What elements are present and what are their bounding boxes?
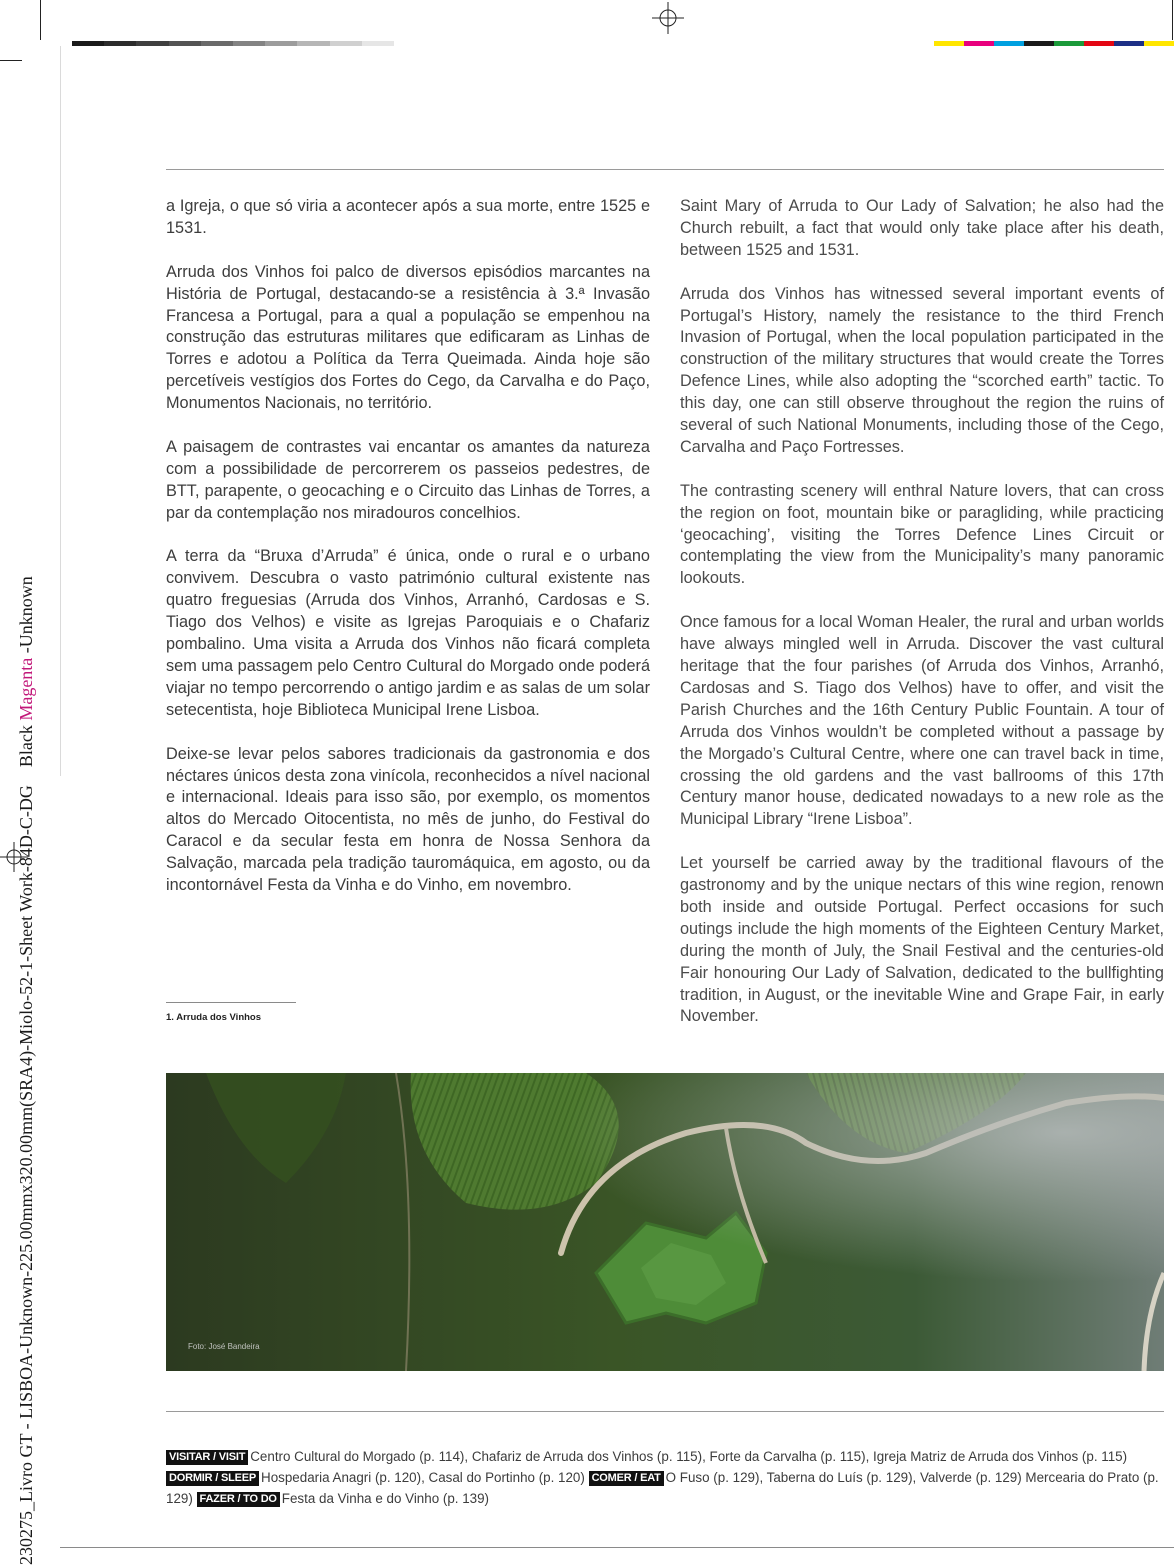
eat-tag: COMER / EAT [589, 1471, 664, 1486]
gray-swatch [233, 41, 265, 46]
visit-text: Centro Cultural do Morgado (p. 114), Chafariz de Arruda dos Vinhos (p. 115), Forte da Carvalha (p. 115), Igreja Matriz de Arruda dos Vinhos (p. 115) [250, 1449, 1128, 1464]
en-paragraph: Arruda dos Vinhos has witnessed several important events of Portugal’s History, namely the resistance to the third French Invasion of Portugal, when the local population participated in the construction of the military structures that would create the Torres Defence Lines, while also adopting the “scorched earth” tactic. To this day, one can still observe throughout the region the ruins of several of such National Monuments, including those of the Cego, Carvalha and Paço Fortresses. [680, 284, 1164, 456]
gray-swatch [136, 41, 168, 46]
visit-tag: VISITAR / VISIT [166, 1450, 248, 1465]
do-text: Festa da Vinha e do Vinho (p. 139) [281, 1491, 490, 1506]
gray-swatch [265, 41, 297, 46]
color-swatch [934, 41, 964, 46]
references-rule [166, 1411, 1164, 1412]
header-rule [166, 169, 1164, 170]
en-paragraph: Let yourself be carried away by the traditional flavours of the gastronomy and by the unique nectars of this wine region, renown both inside and outside Portugal. Perfect occasions for such outings include the high moments of the Eighteen Century Market, during the month of July, the Snail Festival and the centuries-old Fair honouring Our Lady of Salvation, dedicated to the bullfighting tradition, in August, or the inevitable Wine and Grape Fair, in early November. [680, 854, 1164, 1026]
color-swatch [964, 41, 994, 46]
portuguese-column [166, 196, 650, 919]
gray-swatch [297, 41, 329, 46]
aerial-landscape-image [166, 1073, 1164, 1371]
color-swatch [994, 41, 1024, 46]
gray-swatch [330, 41, 362, 46]
slug-ink-b: Magenta [16, 657, 36, 721]
pt-paragraph: A paisagem de contrastes vai encantar os amantes da natureza com a possibilidade de percorrerem os passeios pedestres, de BTT, parapente, o geocaching e o Circuito das Linhas de Torres, a par da contemplação nos miradouros concelhios. [166, 437, 650, 522]
sleep-tag: DORMIR / SLEEP [166, 1471, 259, 1486]
pt-paragraph: a Igreja, o que só viria a acontecer após a sua morte, entre 1525 e 1531. [166, 197, 650, 237]
printer-slug [16, 576, 37, 1565]
color-swatch [1144, 41, 1174, 46]
color-calibration-bar [934, 41, 1174, 46]
mist-overlay [166, 1073, 1164, 1371]
en-paragraph: The contrasting scenery will enthral Nature lovers, that can cross the region on foot, mountain bike or paragliding, while practicing ‘geocaching’, visiting the Torres Defence Lines Circuit or contemplating the view from the Municipality’s many panoramic lookouts. [680, 481, 1164, 588]
slug-ink-a: Black [16, 725, 36, 768]
eat-text: O Fuso (p. 129), Taberna do Luís (p. 129), Valverde (p. 129) Mercearia do Prato (p. 129) [166, 1470, 1159, 1506]
gray-swatch [72, 41, 104, 46]
sleep-text: Hospedaria Anagri (p. 120), Casal do Portinho (p. 120) [261, 1470, 589, 1485]
footnote-rule [166, 1002, 296, 1003]
english-column [680, 196, 1164, 1050]
pt-paragraph: Arruda dos Vinhos foi palco de diversos episódios marcantes na História de Portugal, destacando-se a resistência à 3.ª Invasão Francesa a Portugal, para a qual a população se empenhou na construção das estruturas militares que edificaram as Linhas de Torres e adotou a Política da Terra Queimada. Ainda hoje são percetíveis vestígios dos Fortes do Cego, da Carvalha e do Paço, Monumentos Nacionais, no território. [166, 262, 650, 413]
color-swatch [1054, 41, 1084, 46]
gray-swatch [169, 41, 201, 46]
color-swatch [1084, 41, 1114, 46]
crop-mark-top-left [40, 0, 41, 40]
slug-prefix: 230275_Livro GT - LISBOA-Unknown-225.00mmx320.00mm(SRA4)-Miolo-52-1-Sheet Work-84D-C-DG [16, 785, 36, 1565]
grayscale-calibration-bar [72, 41, 394, 46]
references-block [166, 1446, 1164, 1509]
gray-swatch [362, 41, 394, 46]
gray-swatch [104, 41, 136, 46]
page-bottom-rule [60, 1547, 1174, 1548]
color-swatch [1114, 41, 1144, 46]
registration-mark-icon [652, 2, 684, 34]
crop-mark-left [0, 60, 22, 61]
photo-credit: Foto: José Bandeira [188, 1342, 260, 1351]
en-paragraph: Once famous for a local Woman Healer, the rural and urban worlds have always mingled well in Arruda. Discover the vast cultural heritage that the four parishes (of Arruda dos Vinhos, Arranhó, Cardosas and S. Tiago dos Velhos) have to offer, and visit the Parish Churches and the 16th Century Public Fountain. A tour of Arruda dos Vinhos wouldn’t be completed without a passage by the Morgado’s Cultural Centre, where one can travel back in time, crossing the old gardens and the vast ballrooms of this 17th Century manor house, dedicated nowadays to a new role as the Municipal Library “Irene Lisboa”. [680, 613, 1164, 829]
en-paragraph: Saint Mary of Arruda to Our Lady of Salvation; he also had the Church rebuilt, a fact that would only take place after his death, between 1525 and 1531. [680, 197, 1164, 259]
pt-paragraph: Deixe-se levar pelos sabores tradicionais da gastronomia e dos néctares únicos desta zona vinícola, reconhecidos a nível nacional e internacional. Ideais para isso são, por exemplo, os momentos altos do Mercado Oitocentista, no mês de junho, do Festival do Caracol e da secular festa em honra de Nossa Senhora da Salvação, marcada pela tradição tauromáquica, em agosto, ou da incontornável Festa da Vinha e do Vinho, em novembro. [166, 744, 650, 895]
pt-paragraph: A terra da “Bruxa d’Arruda” é única, onde o rural e o urbano convivem. Descubra o vasto património cultural existente nas quatro freguesias (Arruda dos Vinhos, Arranhó, Cardosas e S. Tiago dos Velhos) e visite as Igrejas Paroquiais e o Chafariz pombalino. Uma visita a Arruda dos Vinhos não ficará completa sem uma passagem pelo Centro Cultural do Morgado onde poderá viajar no tempo percorrendo o antigo jardim e as salas de um solar setecentista, hoje Biblioteca Municipal Irene Lisboa. [166, 547, 650, 719]
footnote: 1. Arruda dos Vinhos [166, 1012, 262, 1023]
do-tag: FAZER / TO DO [197, 1492, 280, 1507]
crop-mark-top-right [1172, 0, 1173, 40]
gray-swatch [201, 41, 233, 46]
aerial-photo [166, 1073, 1164, 1371]
color-swatch [1024, 41, 1054, 46]
margin-guide [60, 46, 61, 776]
slug-suffix: -Unknown [16, 576, 36, 654]
